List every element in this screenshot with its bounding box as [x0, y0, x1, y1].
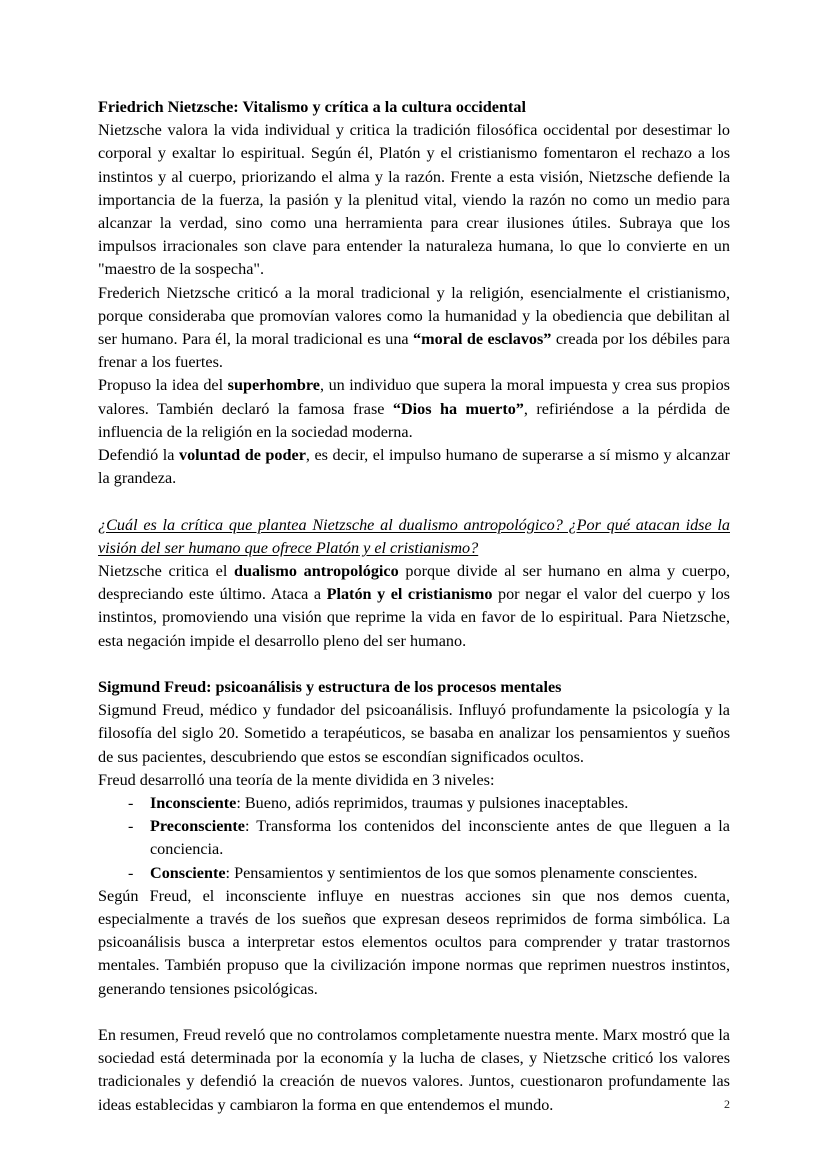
term-moral-de-esclavos: “moral de esclavos”: [413, 330, 552, 349]
list-item-separator: :: [225, 863, 235, 882]
paragraph-text-part-3: por negar el valor del cuerpo y los instintos, promoviendo una visión que reprime la vida en favor de lo espiritual. Para Nietzsche, esta negación impide el desarrollo pleno del ser humano.: [98, 585, 730, 650]
paragraph-text-part-1: Propuso la idea del: [98, 376, 228, 395]
heading-nietzsche-subtitle: Vitalismo y crítica a la cultura occidental: [242, 98, 526, 116]
term-platon-y-el-cristianismo: Platón y el cristianismo: [326, 585, 493, 604]
paragraph-freud-biography: [98, 699, 730, 769]
list-item-term: Inconsciente: [150, 794, 237, 813]
list-item-definition: Pensamientos y sentimientos de los que somos plenamente conscientes.: [234, 863, 698, 882]
paragraph-text-part-1: Defendió la: [98, 446, 179, 465]
paragraph-text: En resumen, Freud reveló que no controlamos completamente nuestra mente. Marx mostró que la sociedad está determinada por la economía y la lucha de clases, y Nietzsche criticó los valores tradicionales y defendió la creación de nuevos valores. Juntos, cuestionaron profundamente las ideas establecidas y cambiaron la forma en que entendemos el mundo.: [98, 1026, 730, 1114]
page-number: [0, 1097, 730, 1111]
list-dash-marker: -: [128, 817, 134, 836]
section-gap-conclusion: [98, 1001, 730, 1024]
page-number-value: 2: [724, 1097, 730, 1111]
paragraph-text: Nietzsche valora la vida individual y critica la tradición filosófica occidental por desestimar lo corporal y exaltar lo espiritual. Según él, Platón y el cristianismo fomentaron el rechazo a los instintos y al cuerpo, priorizando el alma y la razón. Frente a esta visión, Nietzsche defiende la importancia de la fuerza, la pasión y la plenitud vital, viendo la razón no como un medio para alcanzar la verdad, sino como una herramienta para crear ilusiones útiles. Subraya que los impulsos irracionales son clave para entender la naturaleza humana, lo que lo convierte en un "maestro de la sospecha".: [98, 121, 730, 279]
list-item-separator: :: [236, 794, 245, 813]
paragraph-gap: [98, 490, 730, 513]
list-item: [98, 862, 730, 885]
heading-nietzsche-name: Friedrich Nietzsche: [98, 98, 234, 116]
paragraph-nietzsche-superhombre: [98, 374, 730, 444]
term-voluntad-de-poder: voluntad de poder: [178, 446, 306, 465]
heading-freud-name: Sigmund Freud: [98, 678, 207, 697]
list-item: [98, 815, 730, 861]
question-prompt: [98, 514, 730, 560]
list-item-term: Consciente: [150, 863, 226, 882]
paragraph-text-part-2: , es decir, el impulso humano de superarse a sí mismo y alcanzar la grandeza.: [98, 446, 730, 488]
paragraph-question-answer: [98, 560, 730, 653]
paragraph-text-part-1: Nietzsche critica el: [98, 562, 235, 581]
paragraph-text-part-3: , refiriéndose a la pérdida de influencia de la religión en la sociedad moderna.: [98, 399, 730, 441]
term-dios-ha-muerto: “Dios ha muerto”: [392, 399, 524, 418]
list-freud-mind-levels: [98, 792, 730, 885]
paragraph-text-part-2: , un individuo que supera la moral impuesta y crea sus propios valores. También declaró la famosa frase: [98, 376, 730, 418]
paragraph-text-part-2: porque divide al ser humano en alma y cuerpo, despreciando este último. Ataca a: [98, 562, 730, 604]
list-dash-marker: -: [128, 794, 134, 813]
paragraph-text: Sigmund Freud, médico y fundador del psicoanálisis. Influyó profundamente la psicología y la filosofía del siglo 20. Sometido a terapéuticos, se basaba en analizar los pensamientos y sueños de sus pacientes, descubriendo que estos se escondían significados ocultos.: [98, 701, 730, 766]
list-item-term: Preconsciente: [150, 817, 245, 836]
paragraph-text-part-1: Frederich Nietzsche criticó a la moral tradicional y la religión, esencialmente el cristianismo, porque consideraba que promovían valores como la humanidad y la obediencia que debilitan al ser humano. Para él, la moral tradicional es una: [98, 283, 730, 349]
paragraph-nietzsche-voluntad-de-poder: [98, 444, 730, 490]
list-item: [98, 792, 730, 815]
heading-nietzsche-separator: :: [233, 98, 243, 116]
heading-nietzsche: [98, 96, 730, 119]
list-item-separator: :: [245, 817, 257, 836]
term-superhombre: superhombre: [227, 376, 320, 395]
question-text: ¿Cuál es la crítica que plantea Nietzsche al dualismo antropológico? ¿Por qué atacan idse la visión del ser humano que ofrece Platón y el cristianismo?: [98, 515, 730, 557]
list-dash-marker: -: [128, 863, 134, 882]
document-body: [98, 96, 730, 1117]
heading-freud: [98, 676, 730, 699]
paragraph-nietzsche-morality: [98, 282, 730, 375]
heading-freud-subtitle: psicoanálisis y estructura de los procesos mentales: [215, 678, 562, 697]
paragraph-text: Freud desarrolló una teoría de la mente dividida en 3 niveles:: [98, 770, 495, 789]
paragraph-nietzsche-vitalism: [98, 119, 730, 281]
list-item-definition: Bueno, adiós reprimidos, traumas y pulsiones inaceptables.: [244, 794, 629, 813]
paragraph-freud-three-levels-intro: [98, 769, 730, 792]
heading-freud-separator: :: [206, 678, 216, 697]
paragraph-text: Según Freud, el inconsciente influye en nuestras acciones sin que nos demos cuenta, especialmente a través de los sueños que expresan deseos reprimidos de forma simbólica. La psicoanálisis busca a interpretar estos elementos ocultos para comprender y tratar trastornos mentales. También propuso que la civilización impone normas que reprimen nuestros instintos, generando tensiones psicológicas.: [98, 886, 730, 998]
term-dualismo-antropologico: dualismo antropológico: [234, 562, 399, 581]
list-item-definition: Transforma los contenidos del inconsciente antes de que lleguen a la conciencia.: [150, 817, 730, 859]
paragraph-freud-unconscious: [98, 885, 730, 1001]
paragraph-text-part-2: creada por los débiles para frenar a los fuertes.: [98, 330, 731, 372]
section-gap: [98, 653, 730, 676]
